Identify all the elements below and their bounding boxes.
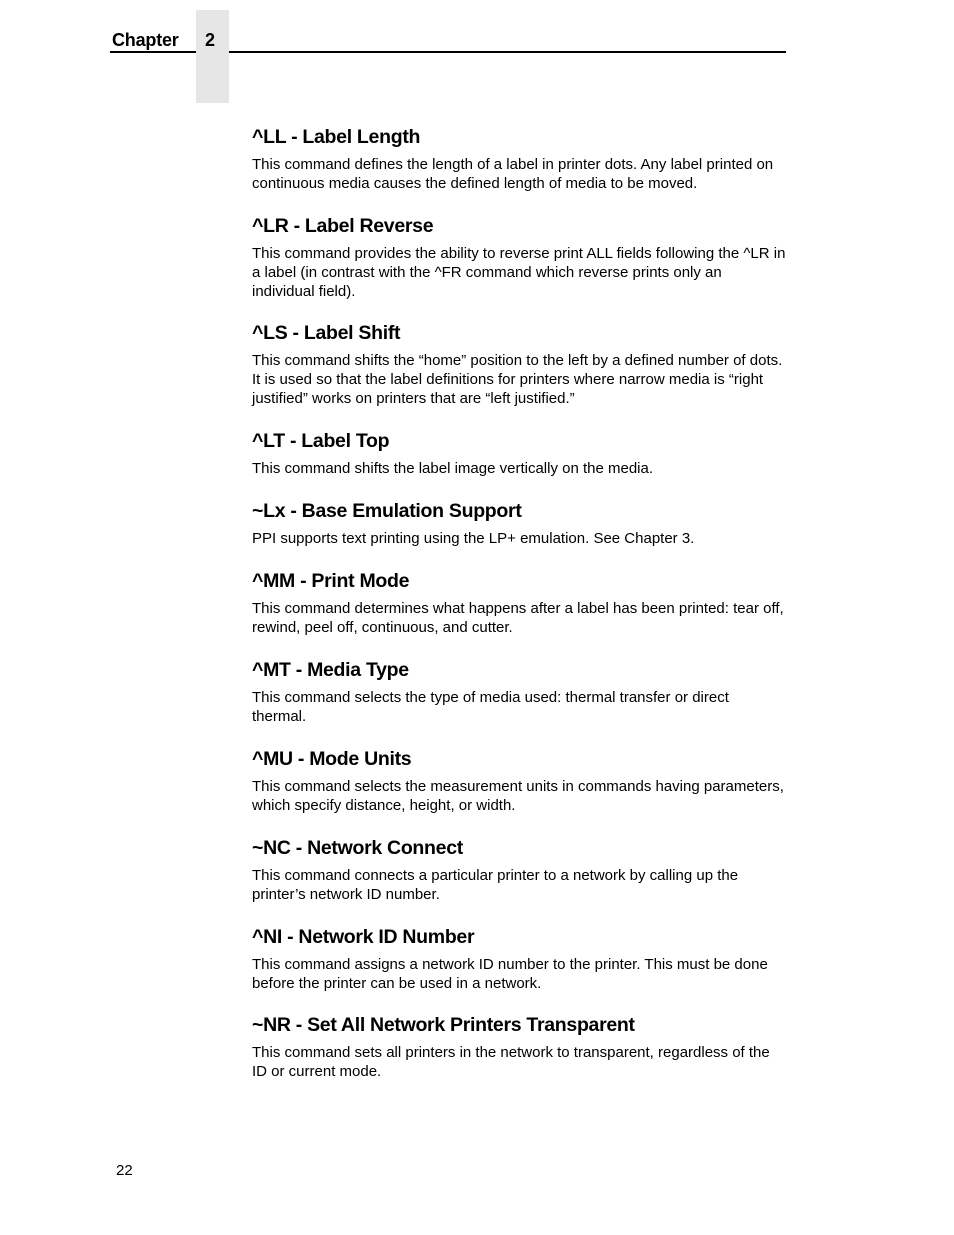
section-heading: ^NI - Network ID Number [252,926,475,948]
section-text: This command connects a particular printer to a network by calling up the printer’s network ID number. [252,867,739,903]
section-text: This command shifts the “home” position to the left by a defined number of dots. It is used so that the label definitions for printers where narrow media is “right justified” works on printers that are “left justified.” [252,352,783,407]
section-heading: ~NR - Set All Network Printers Transparent [252,1014,635,1036]
section-base-emulation-support [252,498,786,568]
section-text: PPI supports text printing using the LP+ emulation. See Chapter 3. [252,530,695,547]
page-number: 22 [116,1162,133,1179]
page-content [252,124,786,1101]
section-media-type [252,657,786,746]
section-network-id-number [252,924,786,1012]
section-text: This command selects the measurement units in commands having parameters, which specify distance, height, or width. [252,778,784,814]
section-text: This command sets all printers in the network to transparent, regardless of the ID or current mode. [252,1044,770,1080]
section-heading: ^LS - Label Shift [252,322,401,344]
section-text: This command defines the length of a label in printer dots. Any label printed on continuous media causes the defined length of media to be moved. [252,156,774,192]
section-text: This command selects the type of media used: thermal transfer or direct thermal. [252,689,729,725]
section-network-connect [252,835,786,924]
section-text: This command determines what happens after a label has been printed: tear off, rewind, peel off, continuous, and cutter. [252,600,784,636]
section-print-mode [252,568,786,657]
section-label-length [252,124,786,213]
section-label-reverse [252,213,786,320]
section-label-top [252,428,786,498]
section-heading: ^MM - Print Mode [252,570,410,592]
section-heading: ~Lx - Base Emulation Support [252,500,522,522]
header-rule-left [110,51,196,53]
section-text: This command provides the ability to reverse print ALL fields following the ^LR in a label (in contrast with the ^FR command which reverse prints only an individual field). [252,245,786,300]
section-heading: ^LR - Label Reverse [252,215,434,237]
section-heading: ~NC - Network Connect [252,837,463,859]
section-heading: ^LL - Label Length [252,126,421,148]
section-set-all-network-printers-transparent [252,1012,786,1101]
chapter-number: 2 [205,30,216,50]
section-text: This command shifts the label image vertically on the media. [252,460,654,477]
chapter-tab [196,10,229,103]
section-heading: ^LT - Label Top [252,430,390,452]
section-mode-units [252,746,786,835]
chapter-label: Chapter [112,30,179,50]
section-heading: ^MU - Mode Units [252,748,412,770]
header-rule-right [229,51,786,53]
section-text: This command assigns a network ID number to the printer. This must be done before the printer can be used in a network. [252,956,768,992]
section-label-shift [252,320,786,428]
section-heading: ^MT - Media Type [252,659,409,681]
